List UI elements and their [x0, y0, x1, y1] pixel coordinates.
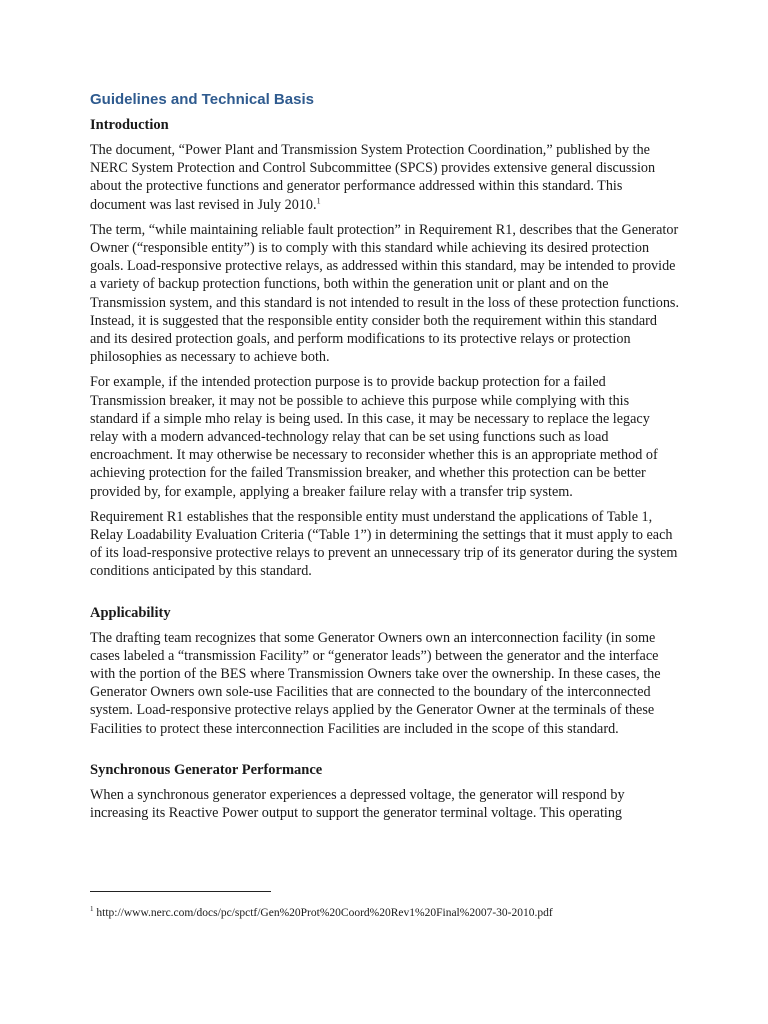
- section-applicability: [90, 604, 680, 738]
- footnote-link[interactable]: http://www.nerc.com/docs/pc/spctf/Gen%20Prot%20Coord%20Rev1%20Final%2007-30-2010.pdf: [96, 907, 553, 919]
- section-heading-synchronous-generator-performance: Synchronous Generator Performance: [90, 761, 323, 778]
- generator-paragraph-1: When a synchronous generator experiences a depressed voltage, the generator will respond by increasing its Reactive Power output to support the generator terminal voltage. This operating: [90, 786, 625, 822]
- footnote-reference[interactable]: 1: [316, 195, 321, 205]
- applicability-paragraph-1: The drafting team recognizes that some Generator Owners own an interconnection facility (in some cases labeled a “transmission Facility” or “generator leads”) between the generator and the interface with the portion of the BES where Transmission Owners take over the ownership. In these cases, the Generator Owners own sole-use Facilities that are connected to the boundary of the interconnected system. Load-responsive protective relays applied by the Generator Owner at the terminals of these Facilities to protect these interconnection Facilities are included in the scope of this standard.: [90, 629, 661, 737]
- intro-paragraph-2: The term, “while maintaining reliable fault protection” in Requirement R1, describes that the Generator Owner (“responsible entity”) is to comply with this standard while achieving its desired protection goals. Load-responsive protective relays, as addressed within this standard, may be intended to provide a variety of backup protection functions, both within the generation unit or plant and on the Transmission system, and this standard is not intended to result in the loss of these protection functions. Instead, it is suggested that the responsible entity consider both the requirement within this standard and its desired protection goals, and perform modifications to its protective relays or protection philosophies as necessary to achieve both.: [90, 221, 679, 366]
- document-body: [90, 90, 680, 829]
- intro-paragraph-1-text: The document, “Power Plant and Transmission System Protection Coordination,” published by the NERC System Protection and Control Subcommittee (SPCS) provides extensive general discussion about the protective functions and generator performance addressed within this standard. This document was last revised in July 2010.: [90, 142, 656, 213]
- document-title: Guidelines and Technical Basis: [90, 91, 314, 108]
- footnote-separator: [90, 891, 271, 892]
- section-heading-introduction: Introduction: [90, 117, 169, 133]
- intro-paragraph-1: [90, 141, 680, 214]
- footnote-marker: 1: [90, 905, 94, 914]
- section-spacer: [90, 588, 680, 604]
- intro-paragraph-3: For example, if the intended protection purpose is to provide backup protection for a failed Transmission breaker, it may not be possible to achieve this purpose while complying with this standard if a simple mho relay is being used. In this case, it may be necessary to replace the legacy relay with a modern advanced-technology relay that can be set using functions such as load encroachment. It may otherwise be necessary to reconsider whether this is an appropriate method of achieving protection for the failed Transmission breaker, and whether this protection can be better provided by, for example, applying a breaker failure relay with a transfer trip system.: [90, 374, 658, 500]
- footnote: [90, 906, 553, 920]
- section-introduction: [90, 116, 680, 581]
- intro-paragraph-4: Requirement R1 establishes that the responsible entity must understand the applications of Table 1, Relay Loadability Evaluation Criteria (“Table 1”) in determining the settings that it must apply to each of its load-responsive protective relays to prevent an unnecessary trip of its generator during the system conditions anticipated by this standard.: [90, 508, 678, 580]
- section-spacer: [90, 745, 680, 761]
- section-heading-applicability: Applicability: [90, 604, 171, 621]
- section-synchronous-generator-performance: [90, 761, 680, 822]
